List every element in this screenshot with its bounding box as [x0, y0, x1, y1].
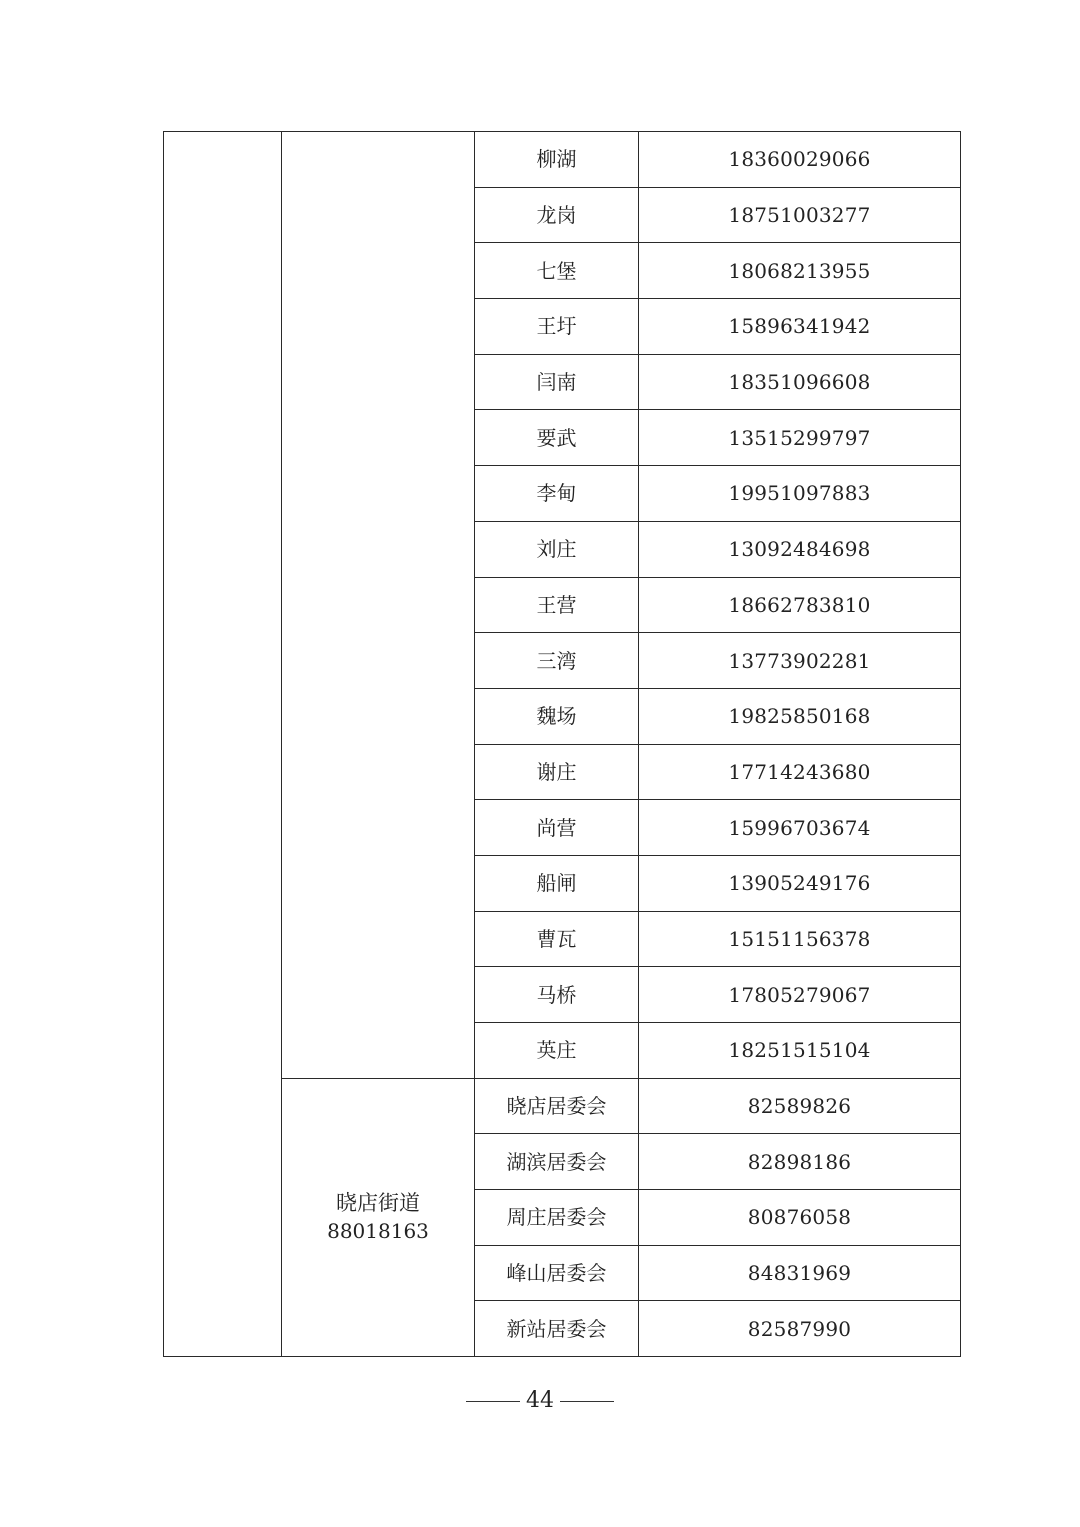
committee-phone: 82587990 — [639, 1301, 961, 1357]
page-number-text: 44 — [526, 1388, 554, 1413]
table-row — [164, 132, 961, 188]
committee-name: 新站居委会 — [475, 1301, 639, 1357]
street-cell — [282, 1078, 475, 1356]
village-phone: 18068213955 — [639, 243, 961, 299]
village-phone: 18251515104 — [639, 1023, 961, 1079]
village-name: 柳湖 — [475, 132, 639, 188]
village-phone: 13092484698 — [639, 521, 961, 577]
contact-directory-table — [163, 131, 961, 1357]
village-phone: 19951097883 — [639, 466, 961, 522]
street-cell — [282, 132, 475, 1079]
street-phone: 88018163 — [327, 1219, 429, 1244]
committee-name: 峰山居委会 — [475, 1245, 639, 1301]
village-phone: 15151156378 — [639, 911, 961, 967]
committee-phone: 82898186 — [639, 1134, 961, 1190]
village-name: 龙岗 — [475, 187, 639, 243]
village-name: 七堡 — [475, 243, 639, 299]
village-name: 要武 — [475, 410, 639, 466]
village-phone: 13905249176 — [639, 855, 961, 911]
committee-name: 周庄居委会 — [475, 1190, 639, 1246]
village-name: 英庄 — [475, 1023, 639, 1079]
table-row — [164, 1078, 961, 1134]
dash-right — [560, 1401, 614, 1402]
village-phone: 13515299797 — [639, 410, 961, 466]
village-phone: 15996703674 — [639, 800, 961, 856]
village-name: 谢庄 — [475, 744, 639, 800]
committee-phone: 82589826 — [639, 1078, 961, 1134]
street-name: 晓店街道 — [336, 1191, 420, 1216]
village-phone: 18360029066 — [639, 132, 961, 188]
village-name: 刘庄 — [475, 521, 639, 577]
committee-name: 晓店居委会 — [475, 1078, 639, 1134]
village-phone: 18351096608 — [639, 354, 961, 410]
dash-left — [466, 1401, 520, 1402]
village-phone: 15896341942 — [639, 299, 961, 355]
village-name: 船闸 — [475, 855, 639, 911]
committee-phone: 84831969 — [639, 1245, 961, 1301]
village-phone: 17714243680 — [639, 744, 961, 800]
village-name: 王圩 — [475, 299, 639, 355]
page-number — [0, 1388, 1080, 1413]
village-name: 三湾 — [475, 633, 639, 689]
village-phone: 18751003277 — [639, 187, 961, 243]
committee-phone: 80876058 — [639, 1190, 961, 1246]
village-name: 曹瓦 — [475, 911, 639, 967]
village-name: 闫南 — [475, 354, 639, 410]
village-name: 王营 — [475, 577, 639, 633]
village-name: 李甸 — [475, 466, 639, 522]
district-cell — [164, 132, 282, 1357]
village-phone: 19825850168 — [639, 688, 961, 744]
village-name: 尚营 — [475, 800, 639, 856]
village-phone: 17805279067 — [639, 967, 961, 1023]
village-phone: 18662783810 — [639, 577, 961, 633]
committee-name: 湖滨居委会 — [475, 1134, 639, 1190]
village-name: 马桥 — [475, 967, 639, 1023]
village-name: 魏场 — [475, 688, 639, 744]
village-phone: 13773902281 — [639, 633, 961, 689]
